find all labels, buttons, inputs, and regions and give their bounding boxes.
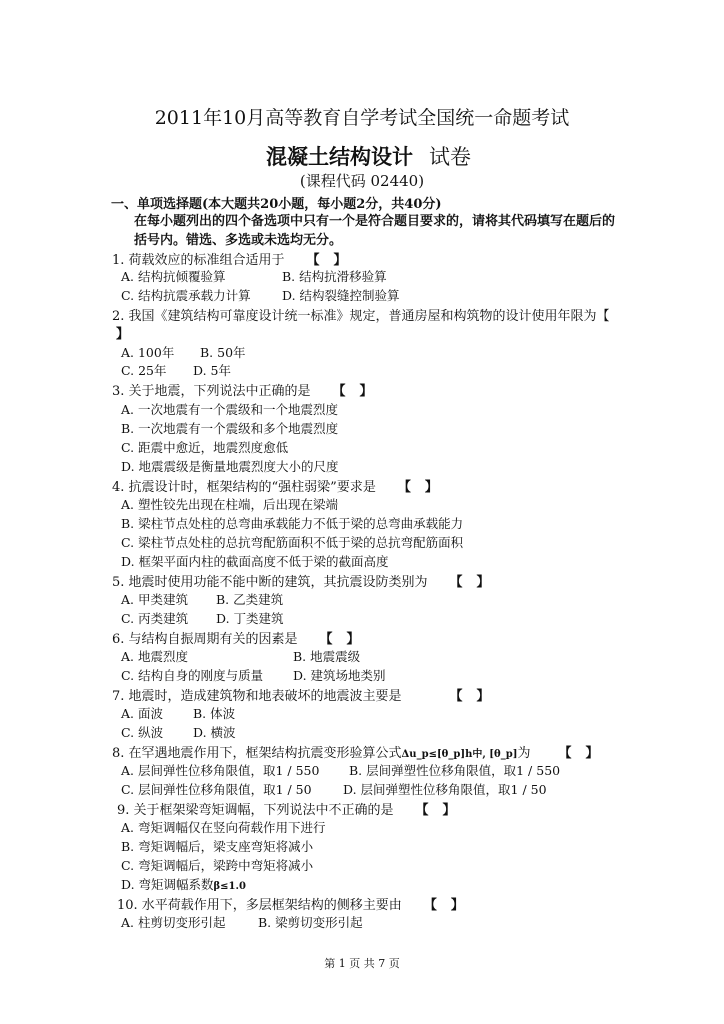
- exam-title: 2011年10月高等教育自学考试全国统一命题考试: [154, 107, 570, 129]
- question-stem: 6. 与结构自振周期有关的因素是: [112, 632, 298, 647]
- deformation-formula: Δu_p≤[θ_p]h中, [θ_p]: [401, 749, 518, 760]
- option-d-text: D. 弯矩调幅系数: [121, 877, 214, 892]
- question-stem: 5. 地震时使用功能不能中断的建筑，其抗震设防类别为: [112, 575, 428, 590]
- section-instruction-2: 括号内。错选、多选或未选均无分。: [134, 233, 343, 248]
- question-10: [117, 894, 478, 913]
- course-code: (课程代码 02440): [299, 172, 425, 190]
- answer-bracket: 【】: [423, 898, 478, 913]
- option-c: C. 结构抗震承载力计算: [121, 288, 251, 303]
- option-c: C. 丙类建筑: [121, 611, 189, 626]
- answer-bracket: 【】: [306, 253, 361, 268]
- option-d: D. 5年: [193, 363, 231, 378]
- option-d: [121, 875, 246, 893]
- option-d: D. 建筑场地类别: [293, 668, 386, 683]
- option-b: B. 弯矩调幅后，梁支座弯矩将减小: [121, 839, 314, 854]
- option-c: C. 纵波: [121, 725, 164, 740]
- option-d: D. 框架平面内柱的截面高度不低于梁的截面高度: [121, 554, 389, 569]
- option-a: A. 结构抗倾覆验算: [121, 269, 226, 284]
- subject-suffix: 试卷: [429, 145, 471, 169]
- subject-title: [266, 141, 471, 171]
- question-7: [112, 685, 504, 704]
- option-b: B. 结构抗滑移验算: [282, 269, 387, 284]
- option-d: D. 结构裂缝控制验算: [282, 288, 400, 303]
- option-c: C. 距震中愈近，地震烈度愈低: [121, 440, 289, 455]
- question-stem: 7. 地震时，造成建筑物和地表破坏的地震波主要是: [112, 689, 402, 704]
- option-c: C. 弯矩调幅后，梁跨中弯矩将减小: [121, 858, 314, 873]
- question-stem: 4. 抗震设计时，框架结构的“强柱弱梁”要求是: [112, 480, 376, 495]
- question-5: [112, 571, 504, 590]
- subject-name: 混凝土结构设计: [266, 144, 413, 169]
- option-d: D. 地震震级是衡量地震烈度大小的尺度: [121, 459, 339, 474]
- option-d: D. 层间弹塑性位移角限值，取1 / 50: [343, 782, 547, 797]
- option-b: B. 梁剪切变形引起: [258, 915, 363, 930]
- option-b: B. 一次地震有一个震级和多个地震烈度: [121, 421, 339, 436]
- option-c: C. 梁柱节点处柱的总抗弯配筋面积不低于梁的总抗弯配筋面积: [121, 535, 464, 550]
- option-a: A. 地震烈度: [121, 649, 188, 664]
- option-a: A. 塑性铰先出现在柱端，后出现在梁端: [121, 497, 338, 512]
- question-stem: 3. 关于地震，下列说法中正确的是: [112, 384, 311, 399]
- option-d: D. 横波: [193, 725, 236, 740]
- amplitude-coefficient-formula: β≤1.0: [213, 881, 246, 892]
- option-c: C. 25年: [121, 363, 167, 378]
- page-footer: 第 1 页 共 7 页: [324, 957, 400, 970]
- question-3: [112, 380, 387, 399]
- option-a: A. 面波: [121, 706, 163, 721]
- question-9: [117, 799, 470, 818]
- option-c: C. 结构自身的刚度与质量: [121, 668, 264, 683]
- option-b: B. 体波: [193, 706, 236, 721]
- question-6: [112, 628, 374, 647]
- option-b: B. 50年: [200, 345, 246, 360]
- question-stem: 10. 水平荷载作用下，多层框架结构的侧移主要由: [117, 898, 402, 913]
- answer-bracket: 【】: [332, 384, 387, 399]
- option-a: A. 柱剪切变形引起: [121, 915, 226, 930]
- option-a: A. 层间弹性位移角限值，取1 / 550: [121, 763, 320, 778]
- question-1: [112, 249, 361, 268]
- answer-bracket: 【】: [449, 689, 504, 704]
- option-b: B. 层间弹塑性位移角限值，取1 / 550: [349, 763, 561, 778]
- question-8: [112, 742, 612, 761]
- option-b: B. 乙类建筑: [216, 592, 284, 607]
- section-instruction-1: 在每小题列出的四个备选项中只有一个是符合题目要求的，请将其代码填写在题后的: [134, 214, 616, 229]
- question-stem: 1. 荷载效应的标准组合适用于: [112, 253, 285, 268]
- answer-bracket: 【】: [415, 803, 470, 818]
- question-2: 2. 我国《建筑结构可靠度设计统一标准》规定，普通房屋和构筑物的设计使用年限为【: [112, 309, 610, 324]
- answer-bracket: 【】: [449, 575, 504, 590]
- option-b: B. 地震震级: [293, 649, 361, 664]
- option-a: A. 100年: [121, 345, 175, 360]
- option-a: A. 甲类建筑: [121, 592, 188, 607]
- answer-bracket: 【】: [397, 480, 452, 495]
- question-2-bracket-end: 】: [116, 327, 130, 342]
- option-d: D. 丁类建筑: [216, 611, 284, 626]
- option-a: A. 一次地震有一个震级和一个地震烈度: [121, 402, 338, 417]
- question-stem: 8. 在罕遇地震作用下，框架结构抗震变形验算公式: [112, 746, 402, 761]
- option-c: C. 层间弹性位移角限值，取1 / 50: [121, 782, 312, 797]
- answer-bracket: 【】: [319, 632, 374, 647]
- option-a: A. 弯矩调幅仅在竖向荷载作用下进行: [121, 820, 326, 835]
- question-4: [112, 476, 452, 495]
- section-heading: 一、单项选择题(本大题共20小题，每小题2分，共40分): [111, 197, 442, 212]
- answer-bracket: 【】: [558, 746, 613, 761]
- question-stem-end: 为: [517, 746, 531, 761]
- question-stem: 9. 关于框架梁弯矩调幅，下列说法中不正确的是: [117, 803, 394, 818]
- option-b: B. 梁柱节点处柱的总弯曲承载能力不低于梁的总弯曲承载能力: [121, 516, 464, 531]
